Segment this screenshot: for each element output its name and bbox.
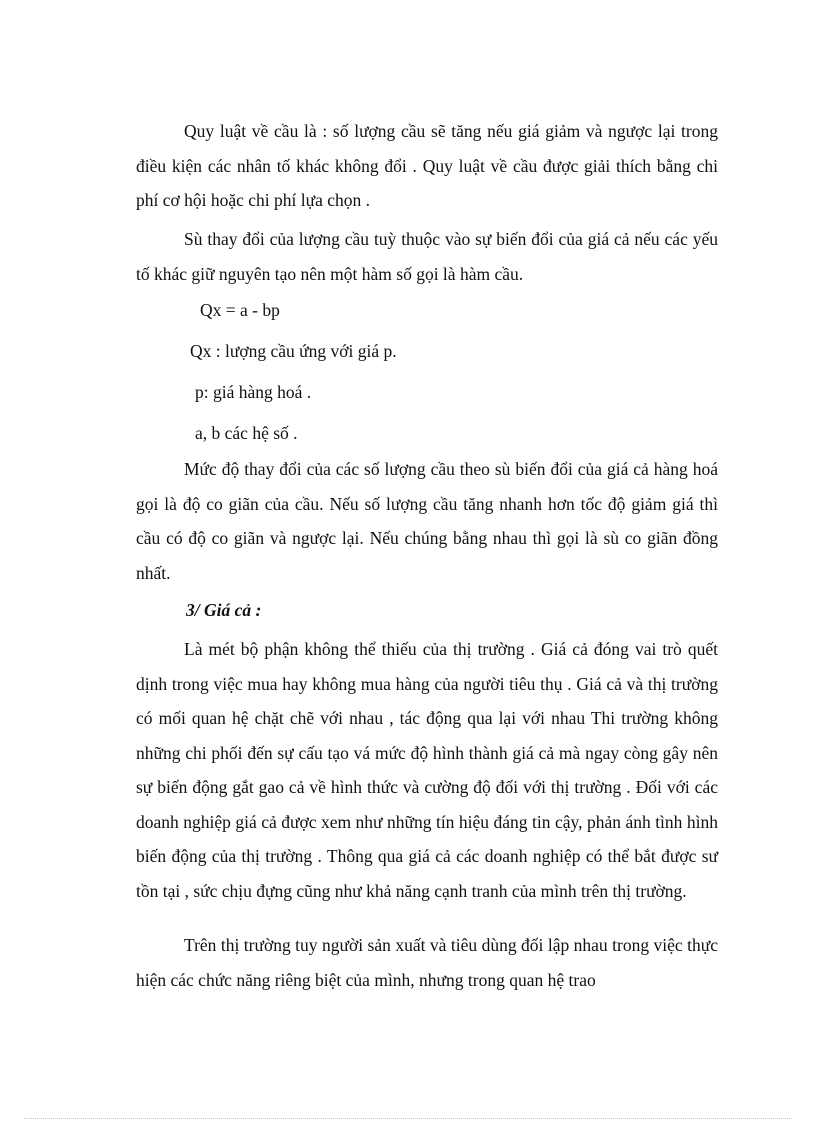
paragraph-elasticity: Mức độ thay đổi của các số lượng cầu theo sù biến đổi của giá cả hàng hoá gọi là độ co giãn của cầu. Nếu số lượng cầu tăng nhanh hơn tốc độ giảm giá thì cầu có độ co giãn và ngược lại. Nếu chúng bằng nhau thì gọi là sù co giãn đồng nhất. (136, 459, 718, 583)
definition-qx: Qx : lượng cầu ứng với giá p. (190, 341, 397, 361)
paragraph-price-role: Là mét bộ phận không thể thiếu của thị trường . Giá cả đóng vai trò quết dịnh trong việc mua hay không mua hàng của người tiêu thụ . Giá cả và thị trường có mối quan hệ chặt chẽ với nhau , tác động qua lại với nhau Thi trường không những chi phối đến sự cấu tạo vá mức độ hình thành giá cả mà ngay còng gây nên sự biến động gắt gao cả về hình thức và cường độ đối với thị trường . Đối với các doanh nghiệp giá cả được xem như những tín hiệu đáng tin cậy, phản ánh tình hình biến động của thị trường . Thông qua giá cả các doanh nghiệp có thể bắt được sư tồn tại , sức chịu đựng cũng như khả năng cạnh tranh của mình trên thị trường. (136, 639, 718, 901)
paragraph-demand-function: Sù thay đổi của lượng cầu tuỳ thuộc vào sự biến đổi của giá cả nếu các yếu tố khác giữ nguyên tạo nên một hàm số gọi là hàm cầu. (136, 229, 718, 284)
paragraph-market-relation: Trên thị trường tuy người sản xuất và tiêu dùng đối lập nhau trong việc thực hiện các chức năng riêng biệt của mình, nhưng trong quan hệ trao (136, 935, 718, 990)
section-heading-price: 3/ Giá cả : (186, 600, 262, 620)
paragraph-demand-law: Quy luật về cầu là : số lượng cầu sẽ tăng nếu giá giảm và ngược lại trong điều kiện các nhân tố khác không đổi . Quy luật về cầu được giải thích bằng chi phí cơ hội hoặc chi phí lựa chọn . (136, 121, 718, 210)
page-bottom-divider (24, 1118, 792, 1119)
definition-p: p: giá hàng hoá . (195, 382, 312, 402)
definition-a-b: a, b các hệ số . (195, 423, 298, 443)
demand-formula: Qx = a - bp (200, 300, 280, 320)
